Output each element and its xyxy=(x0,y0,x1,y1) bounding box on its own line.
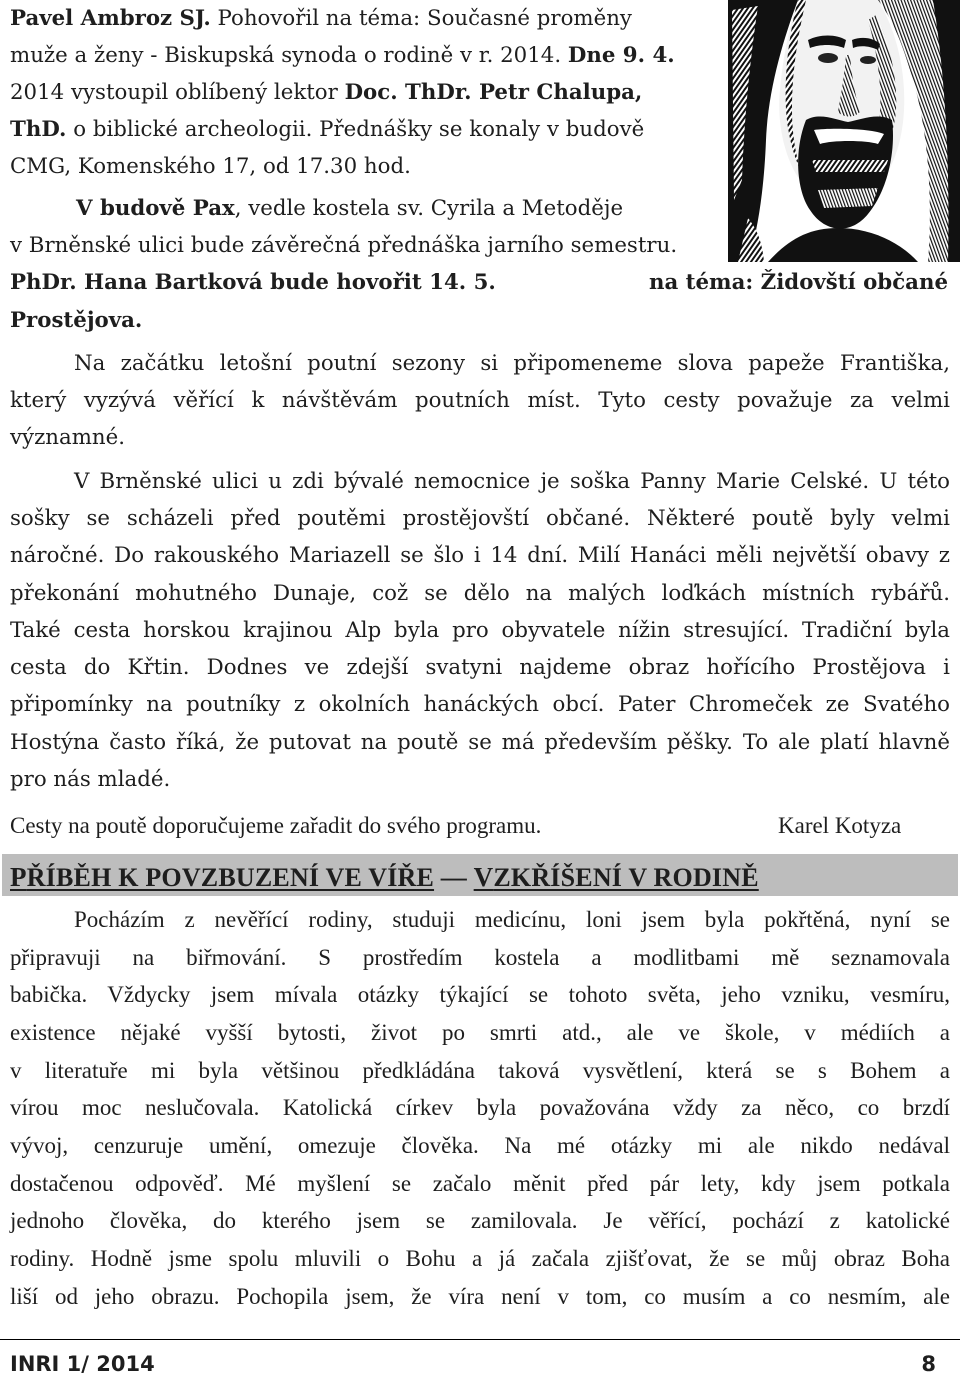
heading-initial: P xyxy=(10,862,27,892)
text-line: Také cesta horskou krajinou Alp byla pro obyvatele nížin stresující. Tradiční byla xyxy=(10,618,950,643)
text-line xyxy=(10,8,632,29)
footer-rule xyxy=(0,1339,960,1340)
story-line: připravuji na biřmování. S prostředím kostela a modlitbami mě seznamovala xyxy=(10,945,950,970)
text-line: CMG, Komenského 17, od 17.30 hod. xyxy=(10,154,411,179)
issue-label: INRI 1/ 2014 xyxy=(10,1352,155,1376)
story-line: rodiny. Hodně jsme spolu mluvili o Bohu a já začala zjišťovat, že se můj obraz Boha xyxy=(10,1246,950,1271)
text-line xyxy=(10,119,644,140)
page-number: 8 xyxy=(921,1352,936,1376)
heading-text: ZKŘÍŠENÍ V RODINĚ xyxy=(493,863,759,892)
speaker-title: ThD. xyxy=(10,117,67,142)
story-line: v literatuře mi byla většinou předkládána taková vysvětlení, která se s Bohem a xyxy=(10,1058,950,1083)
section-heading xyxy=(10,862,759,893)
heading-initial: V xyxy=(473,862,494,892)
text-line: sošky se scházeli před poutěmi prostějovští občané. Některé poutě byly velmi xyxy=(10,506,950,531)
text-line: Hostýna často říká, že putovat na poutě se má především pěšky. To ale platí hlavně xyxy=(10,730,950,755)
text-line xyxy=(10,82,642,103)
text-line: v Brněnské ulici bude závěrečná přednáška jarního semestru. xyxy=(10,233,678,258)
text-span: , vedle kostela sv. Cyrila a Metoděje xyxy=(234,196,624,221)
speaker-name: Pavel Ambroz SJ. xyxy=(10,6,211,31)
text-line: Prostějova. xyxy=(10,308,143,333)
speaker-name: PhDr. Hana Bartková bude hovořit 14. 5. xyxy=(10,270,496,295)
text-span: o biblické archeologii. Přednášky se konaly v budově xyxy=(66,117,645,142)
christ-portrait-image xyxy=(728,0,960,262)
text-span: Pohovořil na téma: Současné proměny xyxy=(210,6,632,31)
section-heading-part2 xyxy=(474,863,759,892)
author-name: Karel Kotyza xyxy=(778,813,902,838)
text-line xyxy=(10,272,948,293)
text-line: připomínky na poutníky z okolních hanáckých obcí. Pater Chromeček ze Svatého xyxy=(10,692,950,717)
heading-dash: — xyxy=(434,863,474,892)
text-line: který vyzývá věřící k návštěvám poutních míst. Tyto cesty považuje za velmi xyxy=(10,388,950,413)
text-line: významné. xyxy=(10,425,125,450)
text-line: cesta do Křtin. Dodnes ve zdejší svatyni najdeme obraz hořícího Prostějova i xyxy=(10,655,950,680)
text-line: náročné. Do rakouského Mariazell se šlo i 14 dní. Milí Hanáci měli největší obavy z xyxy=(10,543,950,568)
text-line: Na začátku letošní poutní sezony si připomeneme slova papeže Františka, xyxy=(74,351,950,376)
date-bold: Dne 9. 4. xyxy=(567,43,675,68)
speaker-name: Doc. ThDr. Petr Chalupa, xyxy=(344,80,643,105)
text-line xyxy=(76,198,623,219)
section-heading-part1 xyxy=(10,863,434,892)
text-line: pro nás mladé. xyxy=(10,767,171,792)
text-span: muže a ženy - Biskupská synoda o rodině v r. 2014. xyxy=(10,43,568,68)
lecture-topic: na téma: Židovští občané xyxy=(648,270,948,295)
story-line: babička. Vždycky jsem mívala otázky týkající se tohoto světa, jeho vzniku, vesmíru, xyxy=(10,982,950,1007)
heading-text: ŘÍBĚH K POVZBUZENÍ VE VÍŘE xyxy=(26,863,435,892)
text-line xyxy=(10,45,675,66)
story-line: liší od jeho obrazu. Pochopila jsem, že víra není v tom, co musím a co nesmím, ale xyxy=(10,1284,950,1309)
text-span: 2014 vystoupil oblíbený lektor xyxy=(10,80,345,105)
venue-name: V budově Pax xyxy=(76,196,235,221)
text-line: V Brněnské ulici u zdi bývalé nemocnice je soška Panny Marie Celské. U této xyxy=(74,469,950,494)
text-line: překonání mohutného Dunaje, což se dělo na malých loďkách místních rybářů. xyxy=(10,581,950,606)
story-line: jednoho člověka, do kterého jsem se zamilovala. Je věřící, pochází z katolické xyxy=(10,1208,950,1233)
story-line: existence nějaké vyšší bytosti, život po smrti atd., ale ve škole, v médiích a xyxy=(10,1020,950,1045)
story-line: dostačenou odpověď. Mé myšlení se začalo měnit před pár lety, kdy jsem potkala xyxy=(10,1171,950,1196)
story-line: vývoj, cenzuruje umění, omezuje člověka. Na mé otázky mi ale nikdo nedával xyxy=(10,1133,950,1158)
closing-line: Cesty na poutě doporučujeme zařadit do svého programu. xyxy=(10,813,542,838)
story-line: vírou moc neslučovala. Katolická církev byla považována vždy za něco, co brzdí xyxy=(10,1095,950,1120)
story-line: Pocházím z nevěřící rodiny, studuji medicínu, loni jsem byla pokřtěná, nyní se xyxy=(74,907,950,932)
